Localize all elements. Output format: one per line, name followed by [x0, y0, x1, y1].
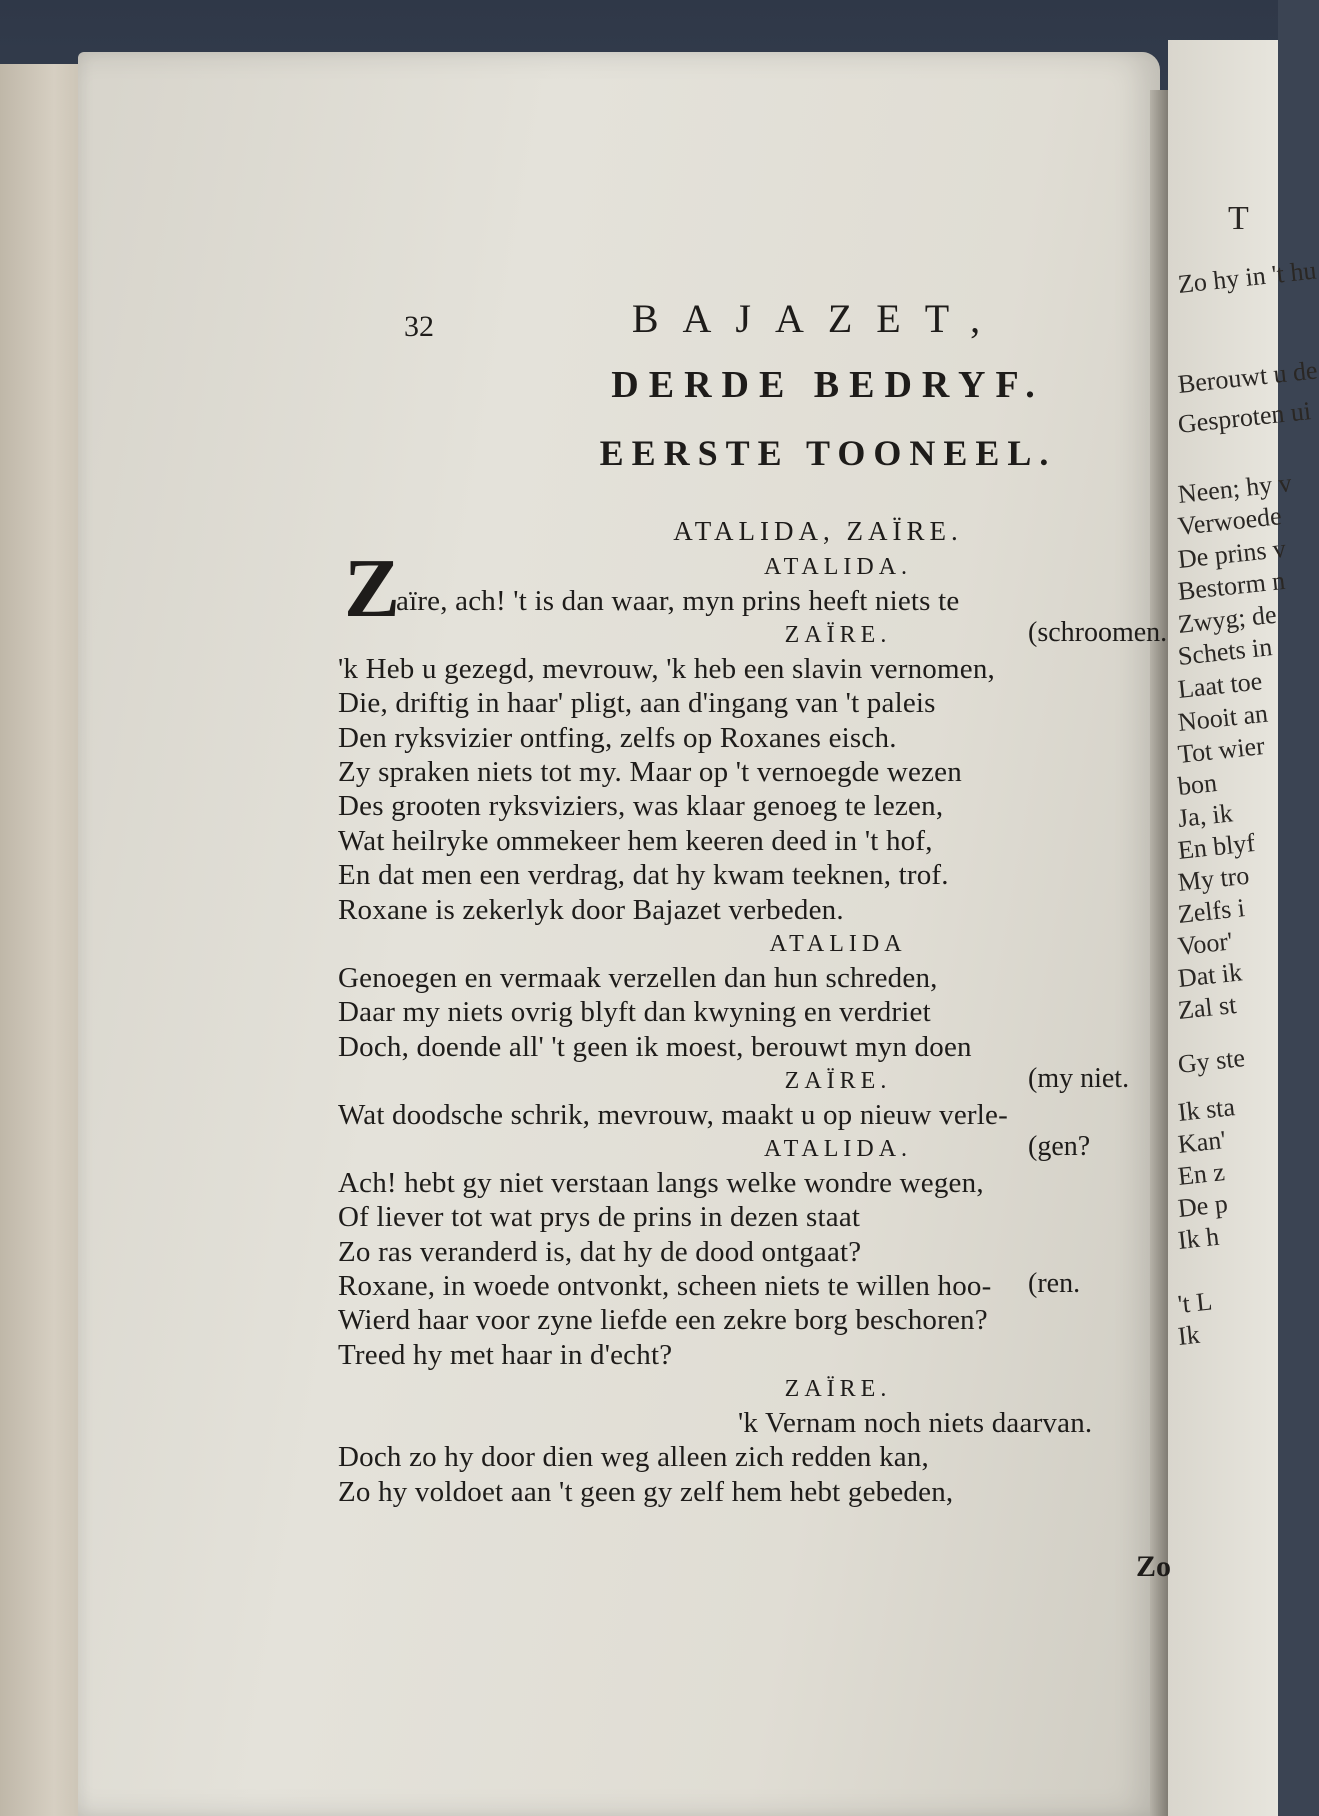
verse-line	[338, 1200, 860, 1234]
running-head: BAJAZET,	[631, 296, 1005, 341]
facing-page-line: Zo hy in 't hu	[1176, 255, 1318, 299]
verse-text: aïre, ach! 't is dan waar, myn prins heeft niets te	[396, 584, 960, 617]
facing-page-line: De p	[1176, 1188, 1230, 1223]
facing-page-line: De prins v	[1176, 533, 1288, 574]
facing-page-line: Neen; hy v	[1176, 468, 1293, 509]
characters-line: ATALIDA, ZAÏRE.	[673, 516, 963, 546]
verse-line	[338, 1235, 861, 1269]
verse-line	[338, 1338, 672, 1372]
verse-line	[738, 1406, 1092, 1440]
facing-page-line: Kan'	[1176, 1125, 1228, 1159]
verse-text: Doch, doende all' 't geen ik moest, berouwt myn doen	[338, 1030, 972, 1063]
verse-text: Den ryksvizier ontfing, zelfs op Roxanes eisch.	[338, 721, 897, 754]
drop-cap: Z	[344, 541, 401, 635]
facing-page-line: Tot wier	[1176, 730, 1266, 769]
verse-text: Die, driftig in haar' pligt, aan d'ingang van 't paleis	[338, 687, 936, 720]
facing-page-line: Bestorm n	[1176, 565, 1287, 606]
turnover-text: (schroomen.	[1028, 617, 1168, 649]
verse-text: Roxane, in woede ontvonkt, scheen niets te willen hoo-	[338, 1269, 992, 1302]
book-cover-edge	[0, 64, 90, 1816]
catchword: Zo	[1136, 1550, 1172, 1583]
facing-page-line: Gesproten ui	[1176, 396, 1313, 439]
verse-text: Zo ras veranderd is, dat hy de dood ontgaat?	[338, 1235, 862, 1268]
verse-text: 'k Vernam noch niets daarvan.	[738, 1406, 1093, 1439]
verse-line	[338, 961, 938, 995]
verse-text: Wierd haar voor zyne liefde een zekre borg beschoren?	[338, 1304, 988, 1337]
facing-page-line: Dat ik	[1176, 957, 1244, 993]
verse-line	[338, 755, 962, 789]
verse-line	[338, 995, 931, 1029]
facing-page-line: Nooit an	[1176, 698, 1270, 737]
verse-text: Of liever tot wat prys de prins in dezen staat	[338, 1201, 861, 1234]
verse-line	[338, 1440, 929, 1474]
facing-page-line: Zelfs i	[1176, 893, 1247, 929]
facing-page-line: T	[1228, 200, 1249, 237]
turnover-text: (ren.	[1028, 1268, 1081, 1300]
facing-page-line: Ik h	[1176, 1221, 1221, 1255]
speaker-name: ZAÏRE.	[784, 1376, 892, 1403]
facing-page-line: My tro	[1176, 860, 1251, 897]
facing-page-line: Ik sta	[1176, 1092, 1237, 1127]
turnover-text: (my niet.	[1028, 1063, 1130, 1095]
speaker-name: ZAÏRE.	[784, 622, 892, 649]
facing-page-line: En z	[1176, 1157, 1227, 1191]
verse-line	[338, 789, 943, 823]
verse-line	[338, 1475, 953, 1509]
verse-line	[338, 652, 995, 686]
facing-page-line: 't L	[1176, 1286, 1214, 1319]
verse-text: Doch zo hy door dien weg alleen zich redden kan,	[338, 1441, 929, 1474]
facing-page-line: Berouwt u de	[1176, 355, 1319, 399]
verse-text: Ach! hebt gy niet verstaan langs welke wondre wegen,	[338, 1166, 984, 1199]
verse-line	[338, 1166, 984, 1200]
facing-page-line: Verwoede	[1176, 501, 1283, 541]
facing-page-line: Laat toe	[1176, 666, 1264, 704]
verse-line	[338, 686, 936, 720]
act-title: DERDE BEDRYF.	[611, 364, 1045, 406]
verse-line	[338, 893, 844, 927]
facing-page-line: Voor'	[1176, 926, 1234, 961]
verse-text: En dat men een verdrag, dat hy kwam teeknen, trof.	[338, 859, 949, 892]
verse-line	[338, 721, 897, 755]
facing-page-line: Zwyg; de	[1176, 599, 1278, 639]
verse-text: Wat heilryke ommekeer hem keeren deed in 't hof,	[338, 824, 933, 857]
verse-text: Roxane is zekerlyk door Bajazet verbeden.	[338, 893, 844, 926]
page-number: 32	[404, 310, 434, 343]
verse-line	[338, 858, 949, 892]
facing-page-line: Zal st	[1176, 989, 1238, 1025]
speaker-name: ATALIDA.	[763, 554, 913, 580]
verse-text: Treed hy met haar in d'echt?	[338, 1338, 673, 1371]
verse-text: 'k Heb u gezegd, mevrouw, 'k heb een slavin vernomen,	[338, 652, 995, 685]
verse-line	[338, 1303, 988, 1337]
turnover-text: (gen?	[1028, 1131, 1091, 1163]
facing-page-line: Schets in	[1176, 632, 1274, 671]
facing-page-line: bon	[1176, 768, 1219, 801]
verse-text: Genoegen en vermaak verzellen dan hun schreden,	[338, 961, 938, 994]
facing-page-line: Ik	[1176, 1319, 1202, 1351]
scene-title: EERSTE TOONEEL.	[599, 433, 1057, 473]
verse-line	[338, 1030, 972, 1064]
verse-text: Des grooten ryksviziers, was klaar genoeg te lezen,	[338, 790, 944, 823]
verse-line	[338, 1098, 1008, 1132]
speaker-name: ATALIDA	[769, 931, 907, 958]
verse-text: Zo hy voldoet aan 't geen gy zelf hem hebt gebeden,	[338, 1475, 954, 1508]
facing-page-line: Gy ste	[1176, 1043, 1247, 1079]
verse-text: Daar my niets ovrig blyft dan kwyning en verdriet	[338, 996, 931, 1029]
speaker-name: ATALIDA.	[763, 1136, 913, 1163]
speaker-name: ZAÏRE.	[784, 1067, 892, 1094]
facing-page-line: En blyf	[1176, 828, 1257, 865]
facing-page-line: Ja, ik	[1176, 798, 1235, 833]
verse-line	[338, 1269, 992, 1303]
verse-line	[338, 824, 933, 858]
verse-text: Wat doodsche schrik, mevrouw, maakt u op nieuw verle-	[338, 1098, 1008, 1131]
verse-text: Zy spraken niets tot my. Maar op 't vernoegde wezen	[338, 756, 962, 789]
